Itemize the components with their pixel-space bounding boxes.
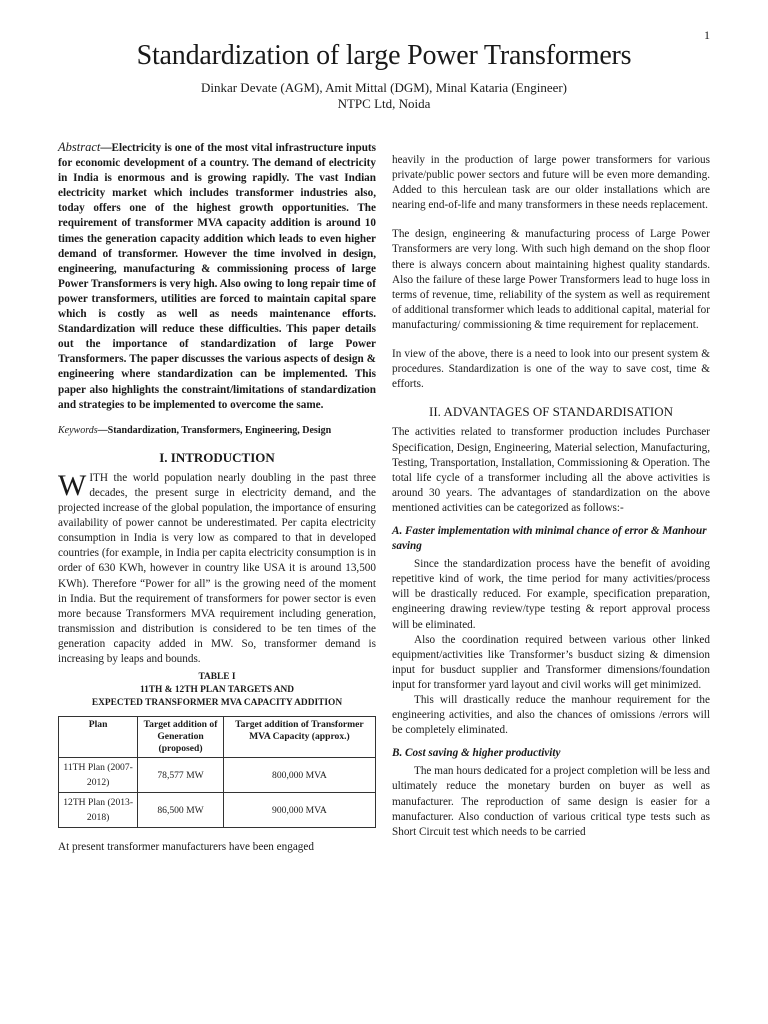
table-cell: 78,577 MW [138,758,224,793]
introduction-text: ITH the world population nearly doubling in the past three decades, the present surge in electricity demand, and the projected increase of the global population, the importance of ensuring availability of power cannot be underestimated. Per capita electricity consumption in India is very low as compared to that in developed countries (for example, in India per capita electricity consumption is in order of 630 KWh, however in country like USA it is around 13,500 KWh). Therefore “Power for all” is the growing need of the moment in India. But the requirement of transformers for power sector is even more because Transformers MVA requirement including generation, transmission and distribution is considered to be ten times of the generation capacity added in MW. So, transformer demand is increasing by leaps and bounds. [58,471,376,665]
table-header-row [59,717,376,758]
plan-targets-table [58,716,376,828]
subsection-heading-a: A. Faster implementation with minimal chance of error & Manhour saving [392,524,707,553]
section-heading-introduction: I. INTRODUCTION [159,449,275,465]
paragraph: The design, engineering & manufacturing process of Large Power Transformers are very long. With such high demand on the shop floor there is always concern about maintaining highest quality standards. Also the failure of these large Power Transformers lead to huge loss in terms of revenue, time, reliability of the system as well as requirement of additional transformer which leads to additional capital, material for manufacturing/ commissioning & time requirement for replacement. [392,228,710,331]
paragraph: The man hours dedicated for a project completion will be less and ultimately reduce the monetary burden on buyer as well as manufacturer. The reproduction of same design is easier for a manufacturer. Also conduction of various critical type tests such as Short Circuit test which needs to be carried [392,765,710,838]
author-block [0,80,768,112]
paragraph: At present transformer manufacturers have been engaged [58,841,314,854]
table-cell: 12TH Plan (2013-2018) [59,793,138,828]
paper-title: Standardization of large Power Transformers [136,40,632,71]
abstract [58,140,376,413]
table-cell: 800,000 MVA [223,758,375,793]
left-column [58,140,376,856]
paragraph: Since the standardization process have the benefit of avoiding repetitive kind of work, the time period for many activities/process will be drastically reduced. For example, specification preparation, engineering drawing review/type testing & report approval process will be eliminated. [392,558,710,631]
table-row [59,758,376,793]
section-heading-advantages: II. ADVANTAGES OF STANDARDISATION [429,404,673,420]
table-header: Plan [59,717,138,758]
table-caption-line1: 11TH & 12TH PLAN TARGETS AND [139,685,295,696]
table-row [59,793,376,828]
keywords-label: Keywords [58,424,98,436]
affiliation: NTPC Ltd, Noida [337,96,431,111]
keywords [58,423,376,438]
table-cell: 86,500 MW [138,793,224,828]
introduction-paragraph [58,468,376,667]
table-caption [58,671,376,710]
table-header: Target addition of Transformer MVA Capacity (approx.) [223,717,375,758]
paragraph: In view of the above, there is a need to look into our present system & procedures. Standardization is one of the way to save cost, time & efforts. [392,348,710,391]
abstract-text: —Electricity is one of the most vital infrastructure inputs for economic development of a country. The demand of electricity in India is enormous and is growing rapidly. The vast Indian electricity market which includes transformer industries also, today offers one of the highest growth opportunities. The requirement of transformer MVA capacity addition is around 10 times the generation capacity addition which leads to even higher demand of transformer. However the time involved in design, engineering, manufacturing & commissioning process of large Power Transformers is very high. Also owing to long repair time of power transformers, utilities are forced to maintain capital spare which is costly as well as needs maintenance efforts. Standardization will reduce these difficulties. This paper details out the importance of standardization of large Power Transformers. The paper discusses the various aspects of design & engineering where standardization can be implemented. This paper also highlights the constraint/limitations of standardization and strategies to be implemented to overcome the same. [58,142,376,411]
paragraph: heavily in the production of large power transformers for various private/public power sectors and future will be even more demanding. Added to this herculean task are our older installations which are nearing end-of-life and many transformers in these needs replacement. [392,154,710,212]
table-caption-line2: EXPECTED TRANSFORMER MVA CAPACITY ADDITION [91,698,343,709]
table-cell: 900,000 MVA [223,793,375,828]
subsection-heading-b: B. Cost saving & higher productivity [392,747,561,760]
abstract-label: Abstract [58,140,101,154]
page-number: 1 [704,28,710,42]
keywords-text: —Standardization, Transformers, Engineering, Design [97,424,332,436]
table-label: TABLE I [198,672,236,683]
paragraph: The activities related to transformer production includes Purchaser Specification, Design, Engineering, Material selection, Manufacturing, Testing, Transportation, Installation, Commissioning & Operation. The total life cycle of a transformer including all the above activities is around 30 years. The advantages of standardization on the above mentioned activities can be categorized as follows:- [392,426,710,514]
dropcap: W [58,468,87,502]
paragraph: This will drastically reduce the manhour requirement for the engineering activities, and also the chances of omissions /errors will be completely eliminated. [392,694,710,737]
right-column [392,153,710,840]
author-names: Dinkar Devate (AGM), Amit Mittal (DGM), Minal Kataria (Engineer) [200,80,568,95]
table-header: Target addition of Generation (proposed) [138,717,224,758]
table-cell: 11TH Plan (2007-2012) [59,758,138,793]
paragraph: Also the coordination required between various other linked equipment/activities like Transformer’s busduct sizing & dimension input for busduct supplier and Transformer dimensions/foundation input for transformer yard layout and civil works will get minimized. [392,633,710,691]
